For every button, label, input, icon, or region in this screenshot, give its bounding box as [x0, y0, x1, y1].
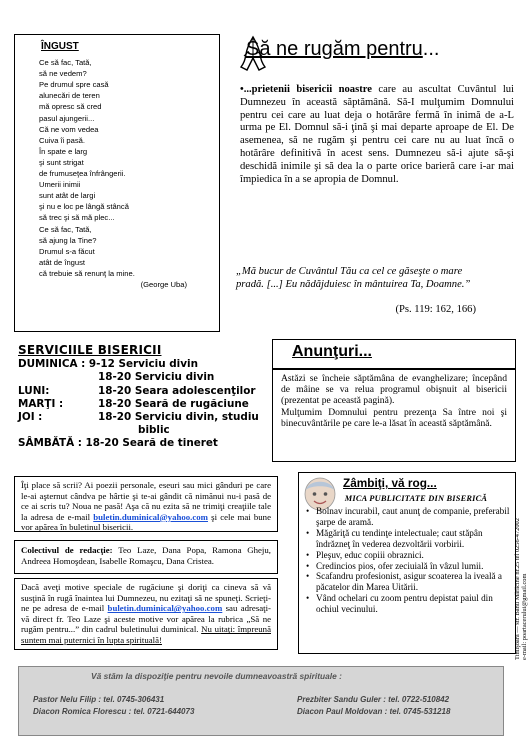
- poem-line: alunecări de teren: [39, 91, 100, 101]
- footer-contact: Diacon Paul Moldovan : tel. 0745-531218: [297, 707, 451, 716]
- contact-footer: [18, 666, 504, 736]
- smile-list: [304, 506, 514, 615]
- service-row: [18, 371, 270, 384]
- poem-line: mă opresc să cred: [39, 102, 102, 112]
- smile-item: • Credincios pios, ofer zeciuială în vâzul lumii.: [304, 561, 514, 572]
- poem-line: Umerii inimii: [39, 180, 81, 190]
- write-text-end: şi cele mai bune vor apărea în buletinul bisericii.: [21, 511, 271, 533]
- prayer-title-text: Să ne rugăm pentru: [246, 38, 423, 60]
- smile-subtitle: MICA PUBLICITATE DIN BISERICĂ: [344, 494, 488, 503]
- prayer-lead: ...prietenii bisericii noastre: [243, 84, 372, 95]
- service-row: [18, 411, 270, 424]
- service-row: [18, 424, 270, 437]
- service-time: biblic: [138, 424, 170, 437]
- side-address-text: [514, 470, 529, 660]
- poem-box: [14, 34, 220, 332]
- service-day: MARŢI :: [18, 397, 64, 410]
- poem-line: Că ne vom vedea: [39, 124, 99, 134]
- poem-line: că trebuie să renunţ la mine.: [39, 268, 135, 278]
- service-row: [18, 385, 270, 398]
- services-heading: SERVICIILE BISERICII: [18, 343, 162, 357]
- service-time: 18-20 Serviciu divin: [98, 371, 215, 384]
- service-row: [18, 437, 270, 450]
- poem-line: să ne vedem?: [39, 69, 87, 79]
- poem-line: Drumul s-a făcut: [39, 246, 95, 256]
- service-row: [18, 358, 270, 371]
- announcements-box: [272, 369, 516, 462]
- prayer-requests-box: [14, 578, 278, 650]
- poem-line: În spate e larg: [39, 146, 88, 156]
- service-day: LUNI:: [18, 384, 50, 397]
- footer-contact: Diacon Romica Florescu : tel. 0721-644073: [33, 707, 195, 716]
- poem-line: şi nu e loc pe lângă stâncă: [39, 202, 129, 212]
- poem-line: atât de îngust: [39, 257, 86, 267]
- prayer-requests-closing: Nu uitaţi: împreună suntem mai puternici în lupta spirituală!: [21, 624, 271, 645]
- editorial-box: [14, 540, 278, 574]
- poem-line: Pe drumul spre casă: [39, 80, 109, 90]
- poem-line: Cuiva îi pasă.: [39, 135, 86, 145]
- editorial-label: Colectivul de redacţie:: [21, 545, 113, 555]
- prayer-reference: (Ps. 119: 162, 166): [395, 304, 476, 315]
- service-day: JOI :: [18, 410, 43, 423]
- service-day: DUMINICA : 9-12 Serviciu divin: [18, 358, 198, 371]
- poem-line: să ajung la Tine?: [39, 235, 97, 245]
- poem-line: să trec şi să mă plec...: [39, 213, 115, 223]
- side-address: [512, 470, 528, 660]
- poem-line: pasul ajungerii...: [39, 113, 95, 123]
- editorial-names: Teo Laze, Dana Popa, Ramona Gheju, Andreea Homoşdean, Isabelle Romaşcu, Dana Cristea.: [21, 545, 271, 566]
- footer-contact: Prezbiter Sandu Guler : tel. 0722-510842: [297, 695, 450, 704]
- smile-item: • Bolnav incurabil, caut anunţ de companie, preferabil şarpe de aramă.: [304, 506, 514, 528]
- write-invitation-box: [14, 476, 278, 532]
- side-address-line: Timişoara — str. Banu Mărăcine nr.25 tel 0256-472002: [514, 518, 521, 660]
- service-time: 18-20 Seară de rugăciune: [98, 397, 249, 410]
- prayer-requests-email-link[interactable]: buletin.duminical@yahoo.com: [107, 603, 223, 614]
- services-section: [18, 344, 270, 451]
- service-time: 18-20 Seara adolescenţilor: [98, 384, 256, 397]
- service-day: SÂMBĂTĂ : 18-20 Seară de tineret: [18, 437, 218, 450]
- prayer-requests-text-middle: sau adresaţi-vă direct fr. Teo Laze şi aceste motive vor apărea la rubrica „Să ne rugăm pentru...” din cadrul buletinului duminical.: [21, 603, 271, 635]
- prayer-quote: „Mă bucur de Cuvântul Tău ca cel ce găseşte o mare pradă. [...] Eu nădăjduiesc în mântuirea Ta, Doamne.”: [236, 266, 471, 290]
- poem-line: şi sunt strigat: [39, 157, 84, 167]
- prayer-requests-text: Dacă aveţi motive speciale de rugăciune şi doriţi ca cineva să vă susţină în rugă înaintea lui Dumnezeu, nu ezitaţi să ne spuneţi. Scrieţi-ne pe adresa de e-mail: [21, 582, 271, 614]
- announcements-title: Anunţuri...: [292, 343, 372, 360]
- write-text: Îţi place să scrii? Ai poezii personale, eseuri sau mici gânduri pe care le-ai aşternut cândva pe hârtie şi te-ai gândit că nimănui nu-i pasă de ce ai scris tu? Noua ne pasă! Aşa că nu ezita să ne trimiţi creaţiile tale la adresa de e-mail: [21, 480, 271, 522]
- announcement-paragraph: Mulţumim Domnului pentru prezenţa Sa între noi şi binecuvântările pe care le-a lăsat în această săptămână.: [281, 406, 507, 429]
- prayer-body: [240, 84, 514, 186]
- prayer-title: [246, 38, 516, 61]
- service-time: 18-20 Serviciu divin, studiu: [98, 410, 259, 423]
- poem-line: de frumuseţea înfrângerii.: [39, 169, 126, 179]
- footer-title: Vă stăm la dispoziţie pentru nevoile dumneavoastră spirituale :: [91, 671, 342, 681]
- poem-line: Ce să fac, Tată,: [39, 224, 92, 234]
- poem-lines: [39, 57, 211, 279]
- footer-contact: Pastor Nelu Filip : tel. 0745-306431: [33, 695, 165, 704]
- poem-author: (George Uba): [140, 279, 187, 289]
- smile-item: • Vând ochelari cu zoom pentru depistat paiul din ochiul vecinului.: [304, 593, 514, 615]
- smile-item: • Pleşuv, educ copiii obraznici.: [304, 550, 514, 561]
- write-email-link[interactable]: buletin.duminical@yahoo.com: [93, 511, 208, 522]
- smile-title: Zâmbiţi, vă rog...: [343, 476, 437, 490]
- announcement-paragraph: Astăzi se încheie săptămâna de evanghelizare; începând de mâine se va relua programul obişnuit al bisericii (prezentat pe această pagină).: [281, 373, 507, 407]
- smile-item: • Scafandru profesionist, asigur scoaterea la iveală a păcatelor din Marea Uitării.: [304, 571, 514, 593]
- prayer-bullet: •: [240, 84, 244, 95]
- side-address-email: e-mail: poartacerului@gmail.com: [521, 573, 529, 660]
- poem-line: Ce să fac, Tată,: [39, 58, 92, 68]
- poem-line: sunt atât de largi: [39, 191, 96, 201]
- smile-item: • Măgăriţă cu tendinţe intelectuale; caut stăpân îndrăzneţ în vederea dezvoltării vorbirii.: [304, 528, 514, 550]
- poem-title: ÎNGUST: [41, 41, 79, 52]
- service-row: [18, 398, 270, 411]
- prayer-text: care au ascultat Cuvântul lui Dumnezeu în această săptămână. Să-I mulţumim Domnului pentru cei care au luat deja o hotărâre fermă în inimă de a-L urma pe El. Domnul să-i ţină şi mai departe aproape de El. De asemenea, să ne rugăm şi pentru cei care nu au luat încă o hotărâre definitivă în acest sens. Dumnezeu să-i ajute să-şi deschidă inimile şi să dea la o parte orice barieră care i-ar mai împiedica în a se apropia de Domnul.: [240, 84, 514, 185]
- prayer-title-suffix: ...: [422, 38, 440, 60]
